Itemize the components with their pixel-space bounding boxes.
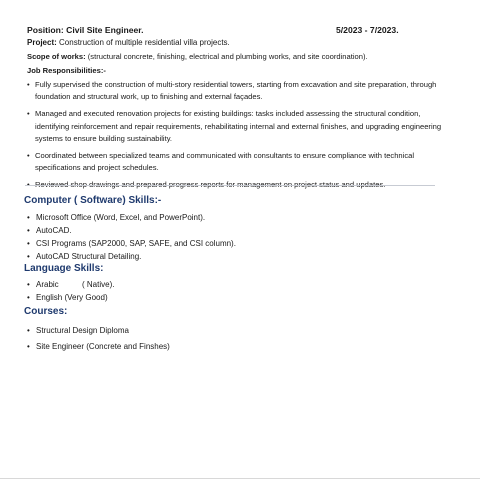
language-name: Arabic bbox=[36, 280, 59, 289]
section-divider bbox=[25, 185, 435, 186]
list-item: • AutoCAD Structural Detailing. bbox=[27, 250, 236, 263]
courses-heading: Courses: bbox=[24, 306, 68, 317]
list-item: • Coordinated between specialized teams and communicated with consultants to ensure compliance with technical specifications and project schedules. bbox=[27, 150, 447, 175]
language-skills-heading: Language Skills: bbox=[24, 263, 104, 274]
courses-list bbox=[27, 323, 170, 355]
list-item bbox=[27, 291, 114, 304]
scope-label: Scope of works: bbox=[27, 52, 86, 61]
list-item: • Managed and executed renovation projects for existing buildings: tasks included assessing the structural condition, identifying reinforcement and repair requirements, rehabilitating internal and external finishes, and upgrading engineering systems to ensure building sustainability. bbox=[27, 108, 447, 145]
list-item: • Site Engineer (Concrete and Finshes) bbox=[27, 339, 170, 355]
responsibilities-label: Job Responsibilities:- bbox=[27, 66, 106, 75]
language-level: ( Native). bbox=[82, 280, 115, 289]
language-level: (Very Good) bbox=[64, 293, 108, 302]
project-label: Project: bbox=[27, 38, 57, 47]
position-title: Civil Site Engineer. bbox=[66, 25, 144, 35]
project-line bbox=[27, 38, 230, 47]
page-bottom-edge bbox=[0, 478, 480, 479]
list-item: • Microsoft Office (Word, Excel, and PowerPoint). bbox=[27, 211, 236, 224]
position-line bbox=[27, 25, 447, 35]
scope-value: (structural concrete, finishing, electrical and plumbing works, and site coordination). bbox=[87, 52, 368, 61]
computer-skills-list bbox=[27, 211, 236, 263]
project-value: Construction of multiple residential villa projects. bbox=[59, 38, 230, 47]
list-item bbox=[27, 278, 114, 291]
list-item: • CSI Programs (SAP2000, SAP, SAFE, and CSI column). bbox=[27, 237, 236, 250]
computer-skills-heading: Computer ( Software) Skills:- bbox=[24, 195, 162, 206]
language-name: English bbox=[36, 293, 63, 302]
list-item: • AutoCAD. bbox=[27, 224, 236, 237]
list-item: • Structural Design Diploma bbox=[27, 323, 170, 339]
list-item: • Fully supervised the construction of multi-story residential towers, starting from excavation and site preparation, through foundation and structural work, up to finishing and external façades. bbox=[27, 79, 447, 104]
language-skills-list bbox=[27, 278, 114, 304]
position-dates: 5/2023 - 7/2023. bbox=[336, 25, 399, 35]
list-item: • Reviewed shop drawings and prepared progress reports for management on project status and updates. bbox=[27, 179, 447, 191]
scope-line bbox=[27, 52, 368, 61]
responsibilities-list bbox=[27, 79, 447, 196]
position-label: Position: bbox=[27, 25, 64, 35]
